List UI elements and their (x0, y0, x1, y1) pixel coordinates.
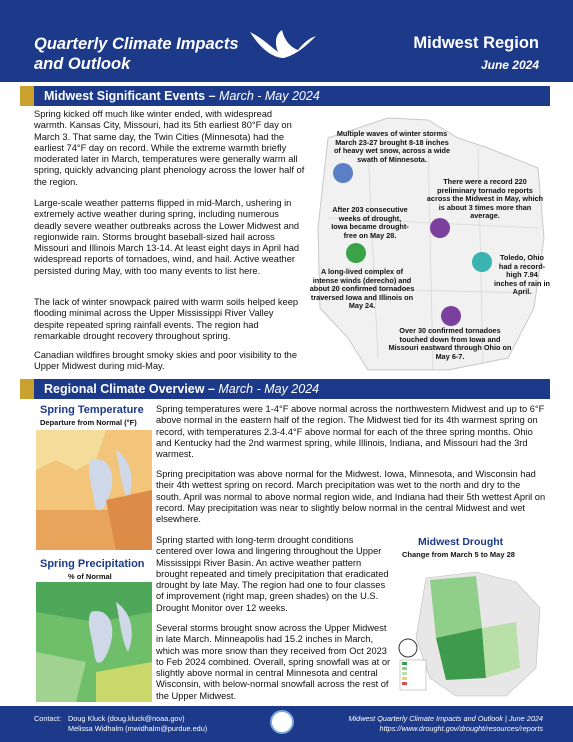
spring-precip-subtitle: % of Normal (68, 572, 112, 581)
footer (0, 706, 573, 742)
drought-title: Midwest Drought (418, 536, 504, 548)
section-title: Midwest Significant Events – March - May 2024 (44, 89, 320, 103)
usdm-logo-icon (399, 639, 417, 657)
contact-list (68, 714, 207, 734)
bird-logo-icon (248, 28, 318, 60)
region-title: Midwest Region (413, 34, 539, 52)
leaf-icon (346, 243, 366, 263)
rain-icon (472, 252, 492, 272)
contact-label: Contact: (34, 714, 62, 723)
spring-temperature-title: Spring Temperature (40, 404, 144, 416)
spring-precip-title: Spring Precipitation (40, 558, 145, 570)
callout-iowa-drought: After 203 consecutive weeks of drought, Iowa became drought-free on May 28. (331, 205, 409, 240)
report-title: Quarterly Climate Impacts and Outlook (34, 35, 239, 73)
overview-p2: Spring precipitation was above normal for the Midwest. Iowa, Minnesota, and Wisconsin had their 4th wettest spring on record. March precipitation was wet to the north and dry to the south. April was normal to above normal region wide, and Indiana had their 5th wettest April on record. May precipitation was near to slightly below normal in the central Midwest and wet elsewhere. (156, 469, 546, 525)
footer-report-url[interactable]: https://www.drought.gov/drought/resources/reports (379, 724, 543, 733)
contact-doug[interactable]: Doug Kluck (doug.kluck@noaa.gov) (68, 714, 185, 723)
snowflake-icon (333, 163, 353, 183)
callout-tornado-reports: There were a record 220 preliminary tornado reports across the Midwest in May, which is about 3 times more than average. (426, 177, 544, 221)
footer-right (348, 714, 543, 734)
section-significant-events-bar (20, 86, 550, 106)
overview-p4: Several storms brought snow across the Upper Midwest in late March. Minneapolis had 15.2 inches in March, which was more snow than they received from Oct 2023 to Feb 2024 combined. Overall, spring snowfall was at or slightly above normal in central Minnesota and central Wisconsin, with below-normal snowfall across the rest of the Upper Midwest. (156, 623, 391, 701)
footer-report-name: Midwest Quarterly Climate Impacts and Outlook | June 2024 (348, 714, 543, 723)
report-date: June 2024 (480, 58, 539, 72)
overview-p3: Spring started with long-term drought conditions centered over Iowa and lingering throughout the Upper Mississippi River Basin. An active weather pattern brought repeated and timely precipitation that eradicated drought by late May. The region had one to four classes of improvement (right map, green shades) on the U.S. Drought Monitor over 12 weeks. (156, 535, 389, 613)
callout-derecho: A long-lived complex of intense winds (derecho) and about 20 confirmed tornadoes traversed Iowa and Illinois on May 24. (309, 267, 415, 311)
header-banner (0, 0, 573, 82)
tornado-icon (430, 218, 450, 238)
contact-melissa[interactable]: Melissa Widhalm (mwidhalm@purdue.edu) (68, 724, 208, 733)
callout-toledo-rain: Toledo, Ohio had a record-high 7.94 inches of rain in April. (494, 253, 550, 297)
significant-events-p3: The lack of winter snowpack paired with warm soils helped keep flooding minimal across the Upper Mississippi River Valley despite repeated spring rainfall events. The region had remarkable drought recovery throughout spring. (34, 297, 299, 341)
noaa-logo-icon (270, 710, 294, 734)
spring-temperature-map (36, 430, 152, 550)
tornado-icon-2 (441, 306, 461, 326)
significant-events-p2: Large-scale weather patterns flipped in mid-March, ushering in extremely active weather during spring, including numerous deadly severe weather outbreaks across the Lower Midwest and regionwide rain. Storms brought baseball-sized hail across Missouri and Illinois March 13-14. At least eight days in April had widespread reports of tornadoes, wind, and hail. Active weather persisted during May, with too many events to list here. (34, 198, 300, 276)
drought-change-map (396, 568, 546, 700)
overview-p1: Spring temperatures were 1-4°F above normal across the northwestern Midwest and up to 6°F above normal in the eastern half of the region. The Midwest tied for its 4th warmest spring on record, with temperatures 2.3-4.4°F above normal for each of the three spring months. Ohio and Kentucky had the 2nd warmest spring, while Illinois, Indiana, and Missouri had the 3rd warmest. (156, 404, 545, 460)
section-climate-overview-bar (20, 379, 550, 399)
callout-may-tornadoes: Over 30 confirmed tornadoes touched down from Iowa and Missouri eastward through Ohio on May 6-7. (388, 326, 512, 361)
spring-precip-map (36, 582, 152, 702)
significant-events-p1: Spring kicked off much like winter ended, with widespread warmth. Kansas City, Missouri, had its 5th earliest 80°F day on March 3. That same day, the Twin Cities (Minnesota) had the earliest 74°F day on record. While the extreme warmth briefly moderated later in March, temperatures were generally warm all spring, quickly advancing plant phenology across the lower half of the region. (34, 109, 305, 187)
callout-winter-storms: Multiple waves of winter storms March 23-27 brought 8-18 inches of heavy wet snow, across a wide swath of Minnesota. (333, 129, 451, 164)
significant-events-p4: Canadian wildfires brought smoky skies and poor visibility to the Upper Midwest during mid-May. (34, 350, 298, 372)
section-accent-2 (20, 379, 34, 399)
section-accent (20, 86, 34, 106)
midwest-events-map (308, 108, 553, 380)
spring-temperature-subtitle: Departure from Normal (°F) (40, 418, 137, 427)
drought-subtitle: Change from March 5 to May 28 (402, 550, 515, 559)
section-title-2: Regional Climate Overview – March - May 2024 (44, 382, 320, 396)
